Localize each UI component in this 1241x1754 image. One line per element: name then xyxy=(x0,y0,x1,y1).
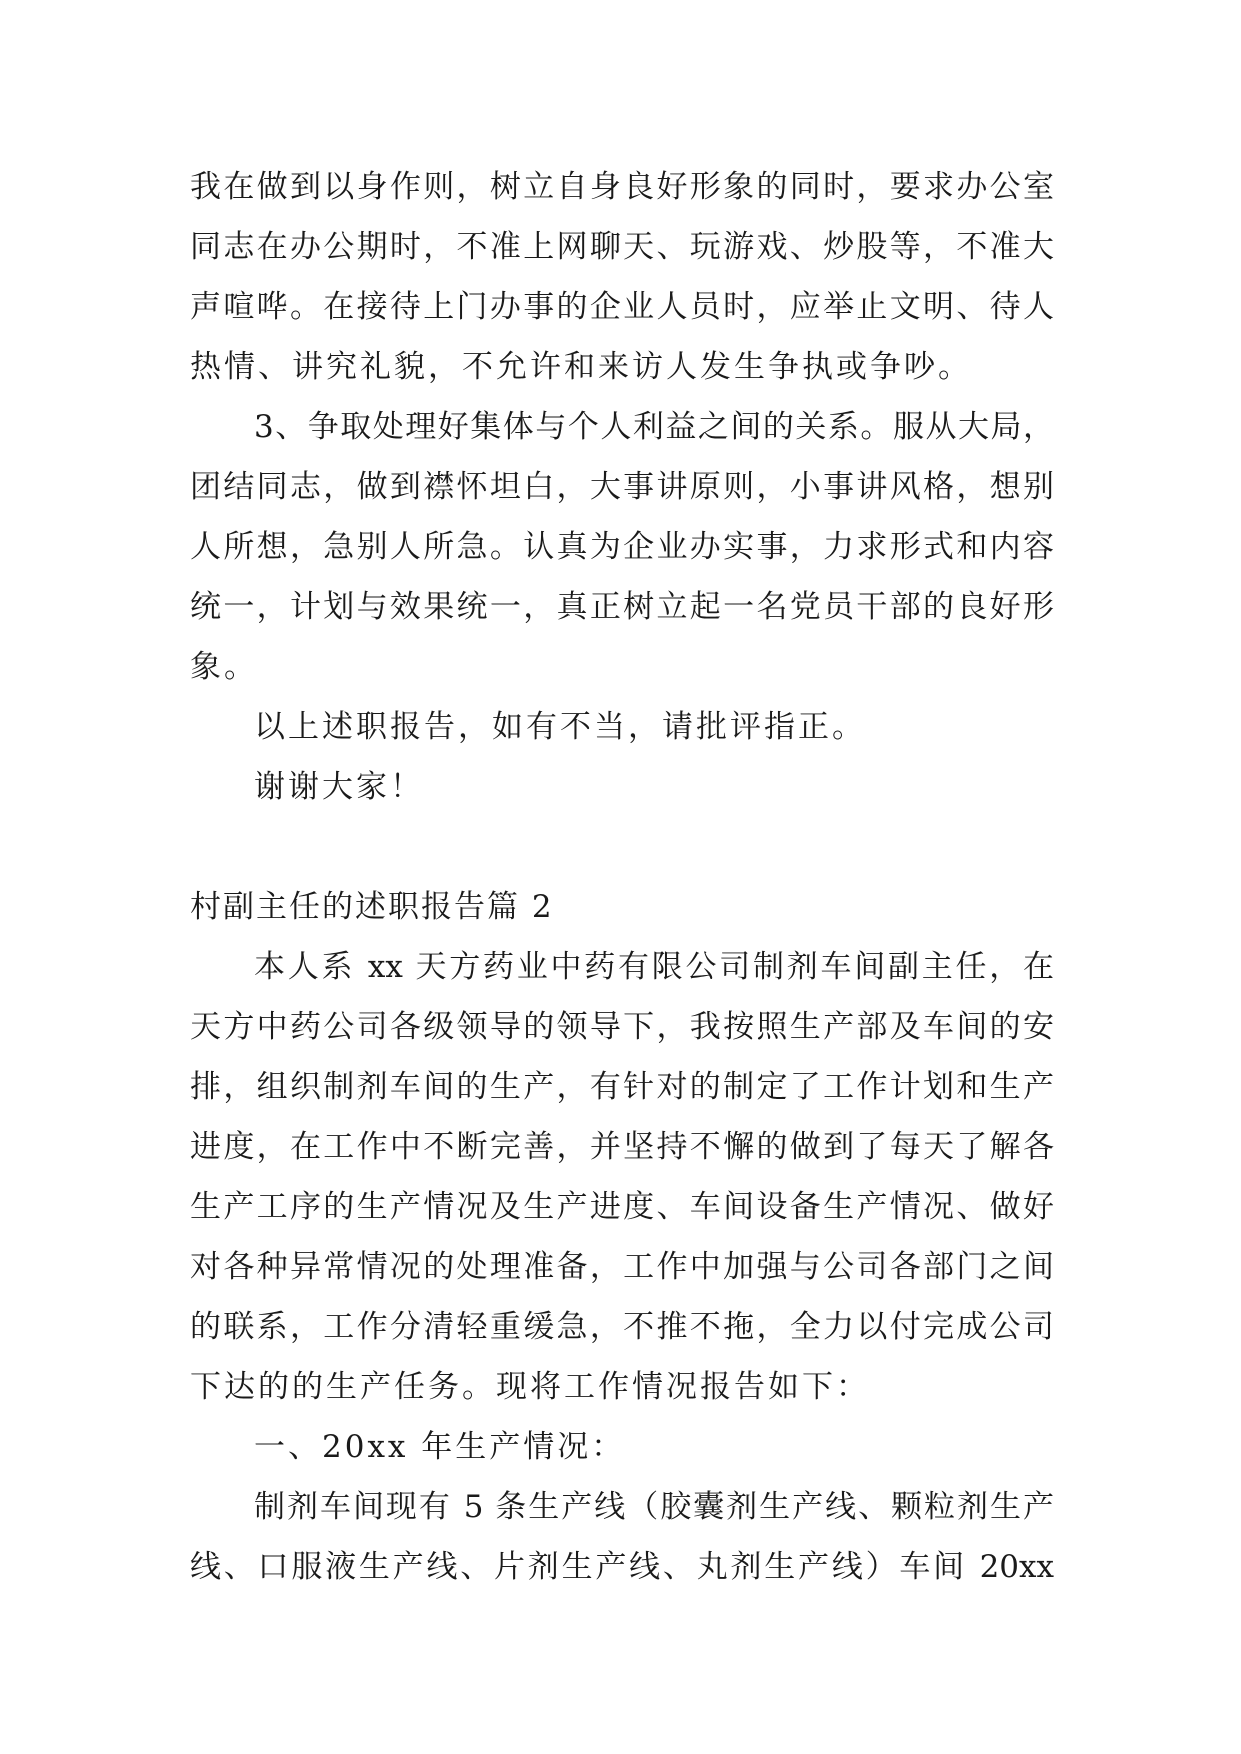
subsection-heading: 一、20xx 年生产情况： xyxy=(254,1429,626,1465)
paragraph-line: 天方中药公司各级领导的领导下，我按照生产部及车间的安 xyxy=(190,1009,1054,1045)
paragraph-line: 3、争取处理好集体与个人利益之间的关系。服从大局， xyxy=(254,409,1054,445)
thanks-line: 谢谢大家！ xyxy=(254,769,424,805)
paragraph-line: 进度，在工作中不断完善，并坚持不懈的做到了每天了解各 xyxy=(190,1129,1054,1165)
paragraph-line: 本人系 xx 天方药业中药有限公司制剂车间副主任，在 xyxy=(254,949,1054,985)
paragraph-line: 人所想，急别人所急。认真为企业办实事，力求形式和内容 xyxy=(190,529,1054,565)
paragraph-line: 统一，计划与效果统一，真正树立起一名党员干部的良好形 xyxy=(190,589,1054,625)
closing-line: 以上述职报告，如有不当，请批评指正。 xyxy=(254,709,866,745)
paragraph-line: 排，组织制剂车间的生产，有针对的制定了工作计划和生产 xyxy=(190,1069,1054,1105)
document-body xyxy=(190,157,1054,1597)
paragraph-line: 团结同志，做到襟怀坦白，大事讲原则，小事讲风格，想别 xyxy=(190,469,1054,505)
paragraph-line: 热情、讲究礼貌，不允许和来访人发生争执或争吵。 xyxy=(190,349,972,385)
paragraph-line: 声喧哗。在接待上门办事的企业人员时，应举止文明、待人 xyxy=(190,289,1054,325)
section-gap xyxy=(190,817,1054,877)
paragraph-line: 象。 xyxy=(190,649,258,685)
paragraph-line: 对各种异常情况的处理准备，工作中加强与公司各部门之间 xyxy=(190,1249,1054,1285)
paragraph-line: 我在做到以身作则，树立自身良好形象的同时，要求办公室 xyxy=(190,169,1054,205)
paragraph-line: 下达的的生产任务。现将工作情况报告如下： xyxy=(190,1369,870,1405)
paragraph-line: 生产工序的生产情况及生产进度、车间设备生产情况、做好 xyxy=(190,1189,1054,1225)
paragraph-line: 同志在办公期时，不准上网聊天、玩游戏、炒股等，不准大 xyxy=(190,229,1054,265)
paragraph-line: 制剂车间现有 5 条生产线（胶囊剂生产线、颗粒剂生产 xyxy=(254,1489,1054,1525)
section-heading: 村副主任的述职报告篇 2 xyxy=(190,889,554,925)
paragraph-line: 的联系，工作分清轻重缓急，不推不拖，全力以付完成公司 xyxy=(190,1309,1054,1345)
paragraph-line: 线、口服液生产线、片剂生产线、丸剂生产线）车间 20xx xyxy=(190,1549,1054,1585)
